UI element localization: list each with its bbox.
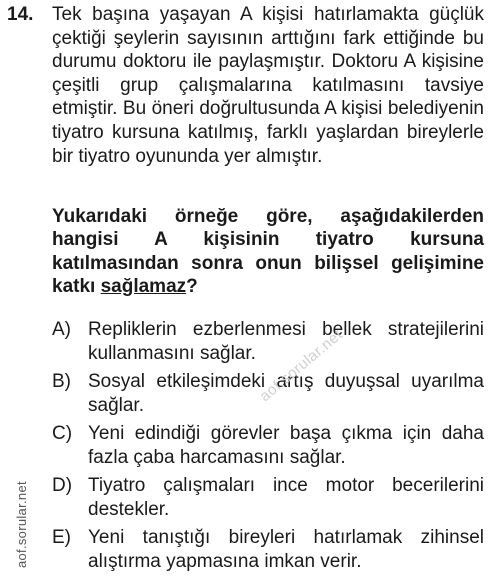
- side-watermark: aof.sorular.net: [14, 481, 29, 568]
- question-number: 14.: [7, 4, 34, 25]
- option-a-label: A): [52, 319, 71, 340]
- option-a-text: Repliklerin ezberlenmesi bellek stratejilerini kullanmasını sağlar.: [88, 319, 484, 364]
- option-d-label: D): [52, 475, 73, 496]
- option-b-text: Sosyal etkileşimdeki artış duyuşsal uyarılma sağlar.: [88, 371, 484, 416]
- prompt-negative-word: sağlamaz: [100, 276, 187, 298]
- option-c-text: Yeni edindiği görevler başa çıkma için daha fazla çaba harcamasını sağlar.: [88, 423, 484, 468]
- option-e-label: E): [52, 527, 71, 548]
- option-b-label: B): [52, 371, 71, 392]
- prompt-end-mark: ?: [186, 276, 198, 298]
- option-c-label: C): [52, 423, 73, 444]
- question-stem: Tek başına yaşayan A kişisi hatırlamakta güçlük çektiği şeylerin sayısının arttığını fark ettiğinde bu durumu doktoru ile paylaşmıştır. Doktoru A kişisine çeşitli grup çalışmalarına katılmasını tavsiye etmiştir. Bu öneri doğrultusunda A kişisi belediyenin tiyatro kursuna katılmış, farklı yaşlardan bireylerle bir tiyatro oyununda yer almıştır.: [52, 4, 484, 167]
- diagonal-watermark: aof.sorular.net: [256, 326, 347, 406]
- option-d-text: Tiyatro çalışmaları ince motor becerilerini destekler.: [88, 475, 484, 520]
- question-prompt: [52, 205, 484, 299]
- option-e-text: Yeni tanıştığı bireyleri hatırlamak zihinsel alıştırma yapmasına imkan verir.: [88, 527, 484, 572]
- prompt-main-text: Yukarıdaki örneğe göre, aşağıdakilerden hangisi A kişisinin tiyatro kursuna katılmasından sonra onun bilişsel gelişimine katkı: [52, 206, 484, 298]
